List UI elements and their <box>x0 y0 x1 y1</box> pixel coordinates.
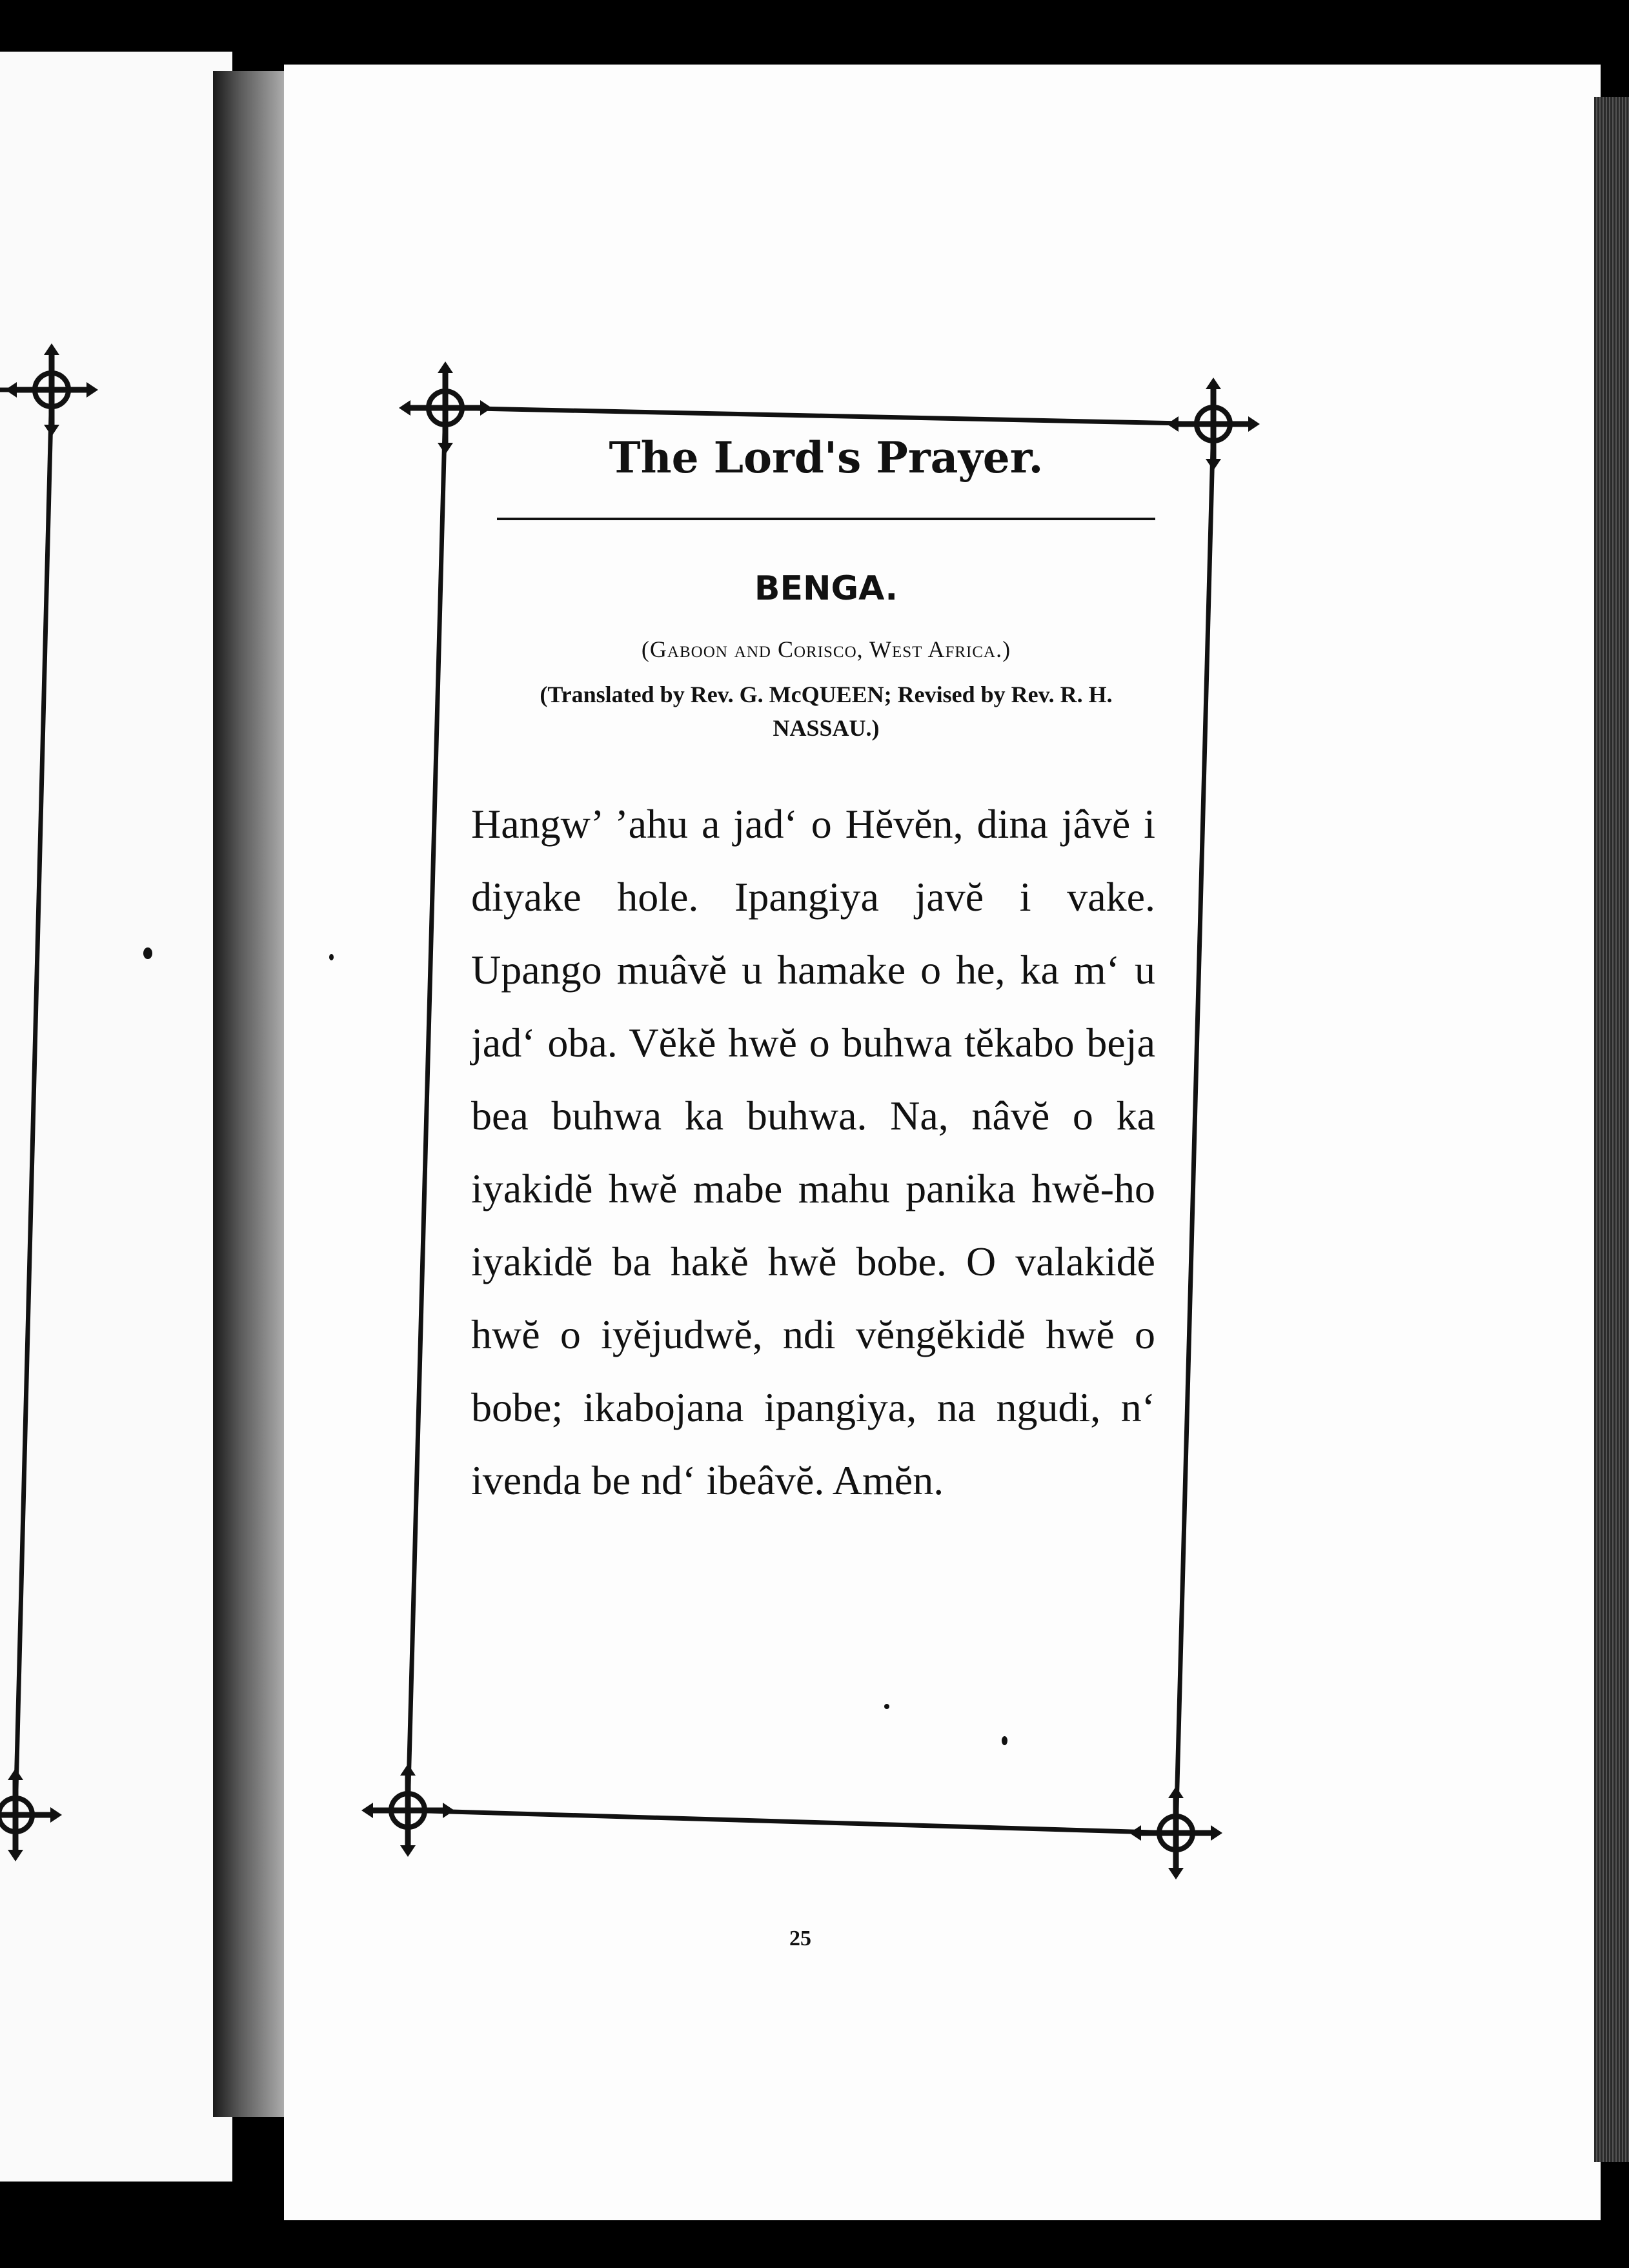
page-number: 25 <box>789 1927 811 1950</box>
cross-ornament-icon <box>361 1764 454 1857</box>
translator-credit: (Translated by Rev. G. McQUEEN; Revised by Rev. R. H. NASSAU.) <box>540 682 1113 741</box>
frame-left-line <box>408 408 445 1810</box>
cross-ornament-icon <box>5 343 98 436</box>
frame-right-line <box>1176 424 1213 1833</box>
left-page-frame-line <box>15 390 52 1815</box>
dust-speck <box>1002 1736 1007 1745</box>
cross-ornament-icon <box>1129 1787 1222 1879</box>
language-heading: BENGA. <box>754 569 898 608</box>
prayer-text: Hangw’ ’ahu a jad‘ o Hĕvĕn, dina jâvĕ i diyake hole. Ipangiya javĕ i vake. Upango muâvĕ u hamake o he, ka m‘ u jad‘ oba. Vĕkĕ hwĕ o buhwa tĕkabo beja bea buhwa ka buhwa. Na, nâvĕ o ka iyakidĕ hwĕ mabe mahu panika hwĕ-ho iyakidĕ ba hakĕ hwĕ bobe. O valakidĕ hwĕ o iyĕjudwĕ, ndi vĕngĕkidĕ hwĕ o bobe; ikabojana ipangiya, na ngudi, n‘ ivenda be nd‘ ibeâvĕ. Amĕn. <box>471 801 1155 1503</box>
dust-speck <box>143 947 152 959</box>
region-subheading: (Gaboon and Corisco, West Africa.) <box>641 636 1011 662</box>
cross-ornament-icon <box>0 1768 62 1861</box>
cross-ornament-icon <box>1167 378 1260 471</box>
frame-top-line <box>445 408 1213 424</box>
dust-speck <box>329 954 334 960</box>
cross-ornament-icon <box>399 361 492 454</box>
frame-bottom-line <box>408 1810 1176 1833</box>
title-rule <box>497 518 1155 520</box>
page-title: The Lord's Prayer. <box>609 432 1044 483</box>
dust-speck <box>884 1704 889 1709</box>
